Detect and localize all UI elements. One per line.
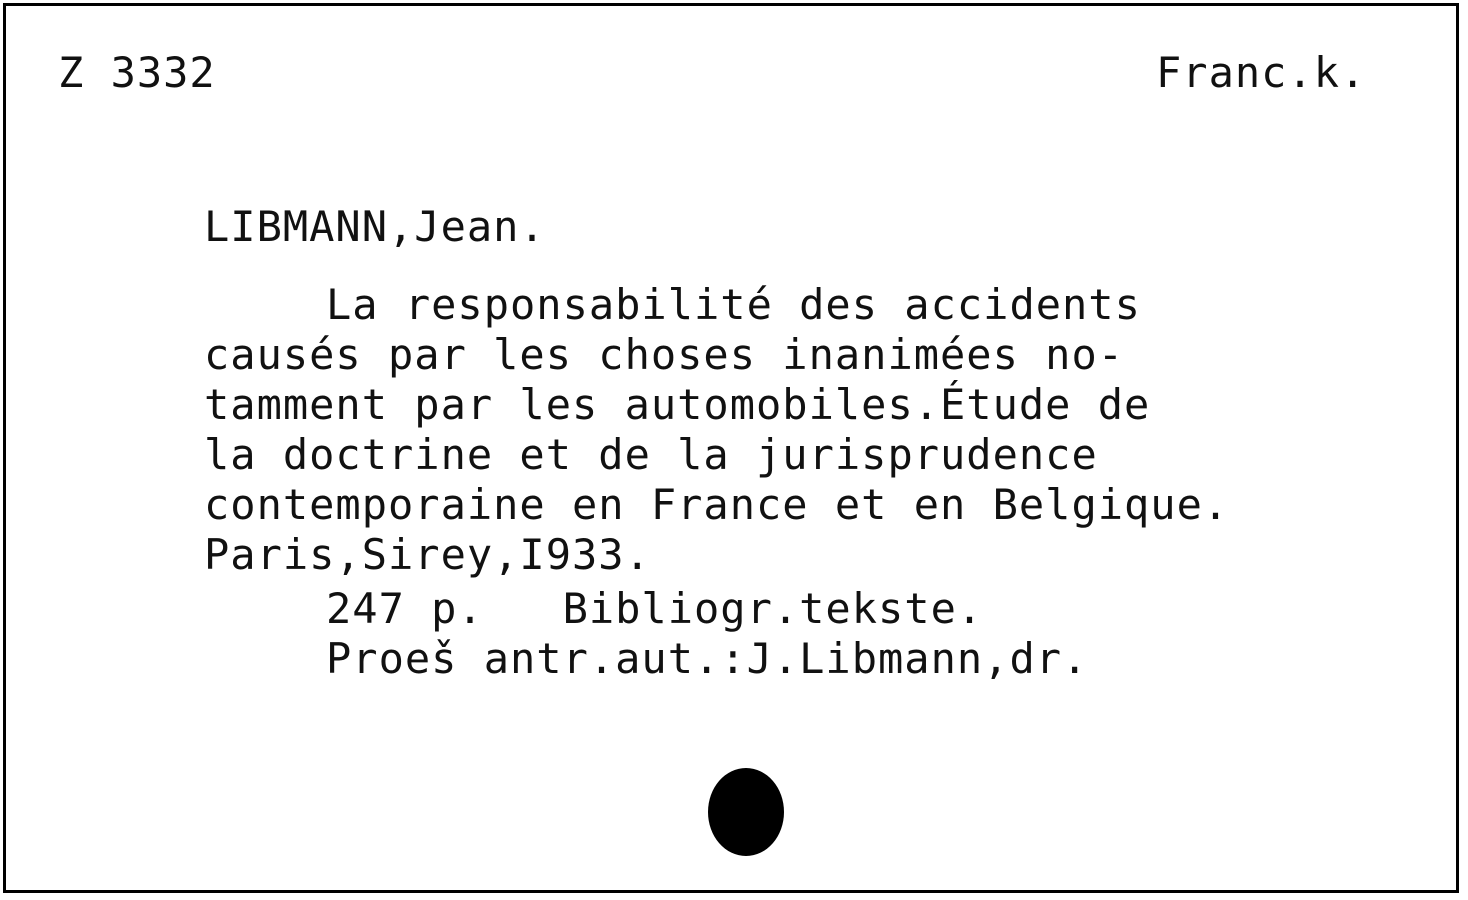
- collation-note: 247 p. Bibliogr.tekste.: [326, 584, 984, 633]
- title-line-2: causés par les choses inanimées no-: [204, 330, 1125, 379]
- collection-code: Franc.k.: [1156, 48, 1367, 97]
- authorship-note: Proeš antr.aut.:J.Libmann,dr.: [326, 634, 1089, 683]
- title-line-3: tamment par les automobiles.Étude de: [204, 380, 1151, 429]
- author-heading: LIBMANN,Jean.: [204, 202, 546, 251]
- title-line-1: La responsabilité des accidents: [326, 280, 1141, 329]
- punch-hole: [708, 768, 784, 856]
- catalog-card: [3, 3, 1459, 893]
- imprint-line: Paris,Sirey,I933.: [204, 530, 651, 579]
- title-line-4: la doctrine et de la jurisprudence: [204, 430, 1098, 479]
- call-number: Z 3332: [58, 48, 216, 97]
- title-line-5: contemporaine en France et en Belgique.: [204, 480, 1230, 529]
